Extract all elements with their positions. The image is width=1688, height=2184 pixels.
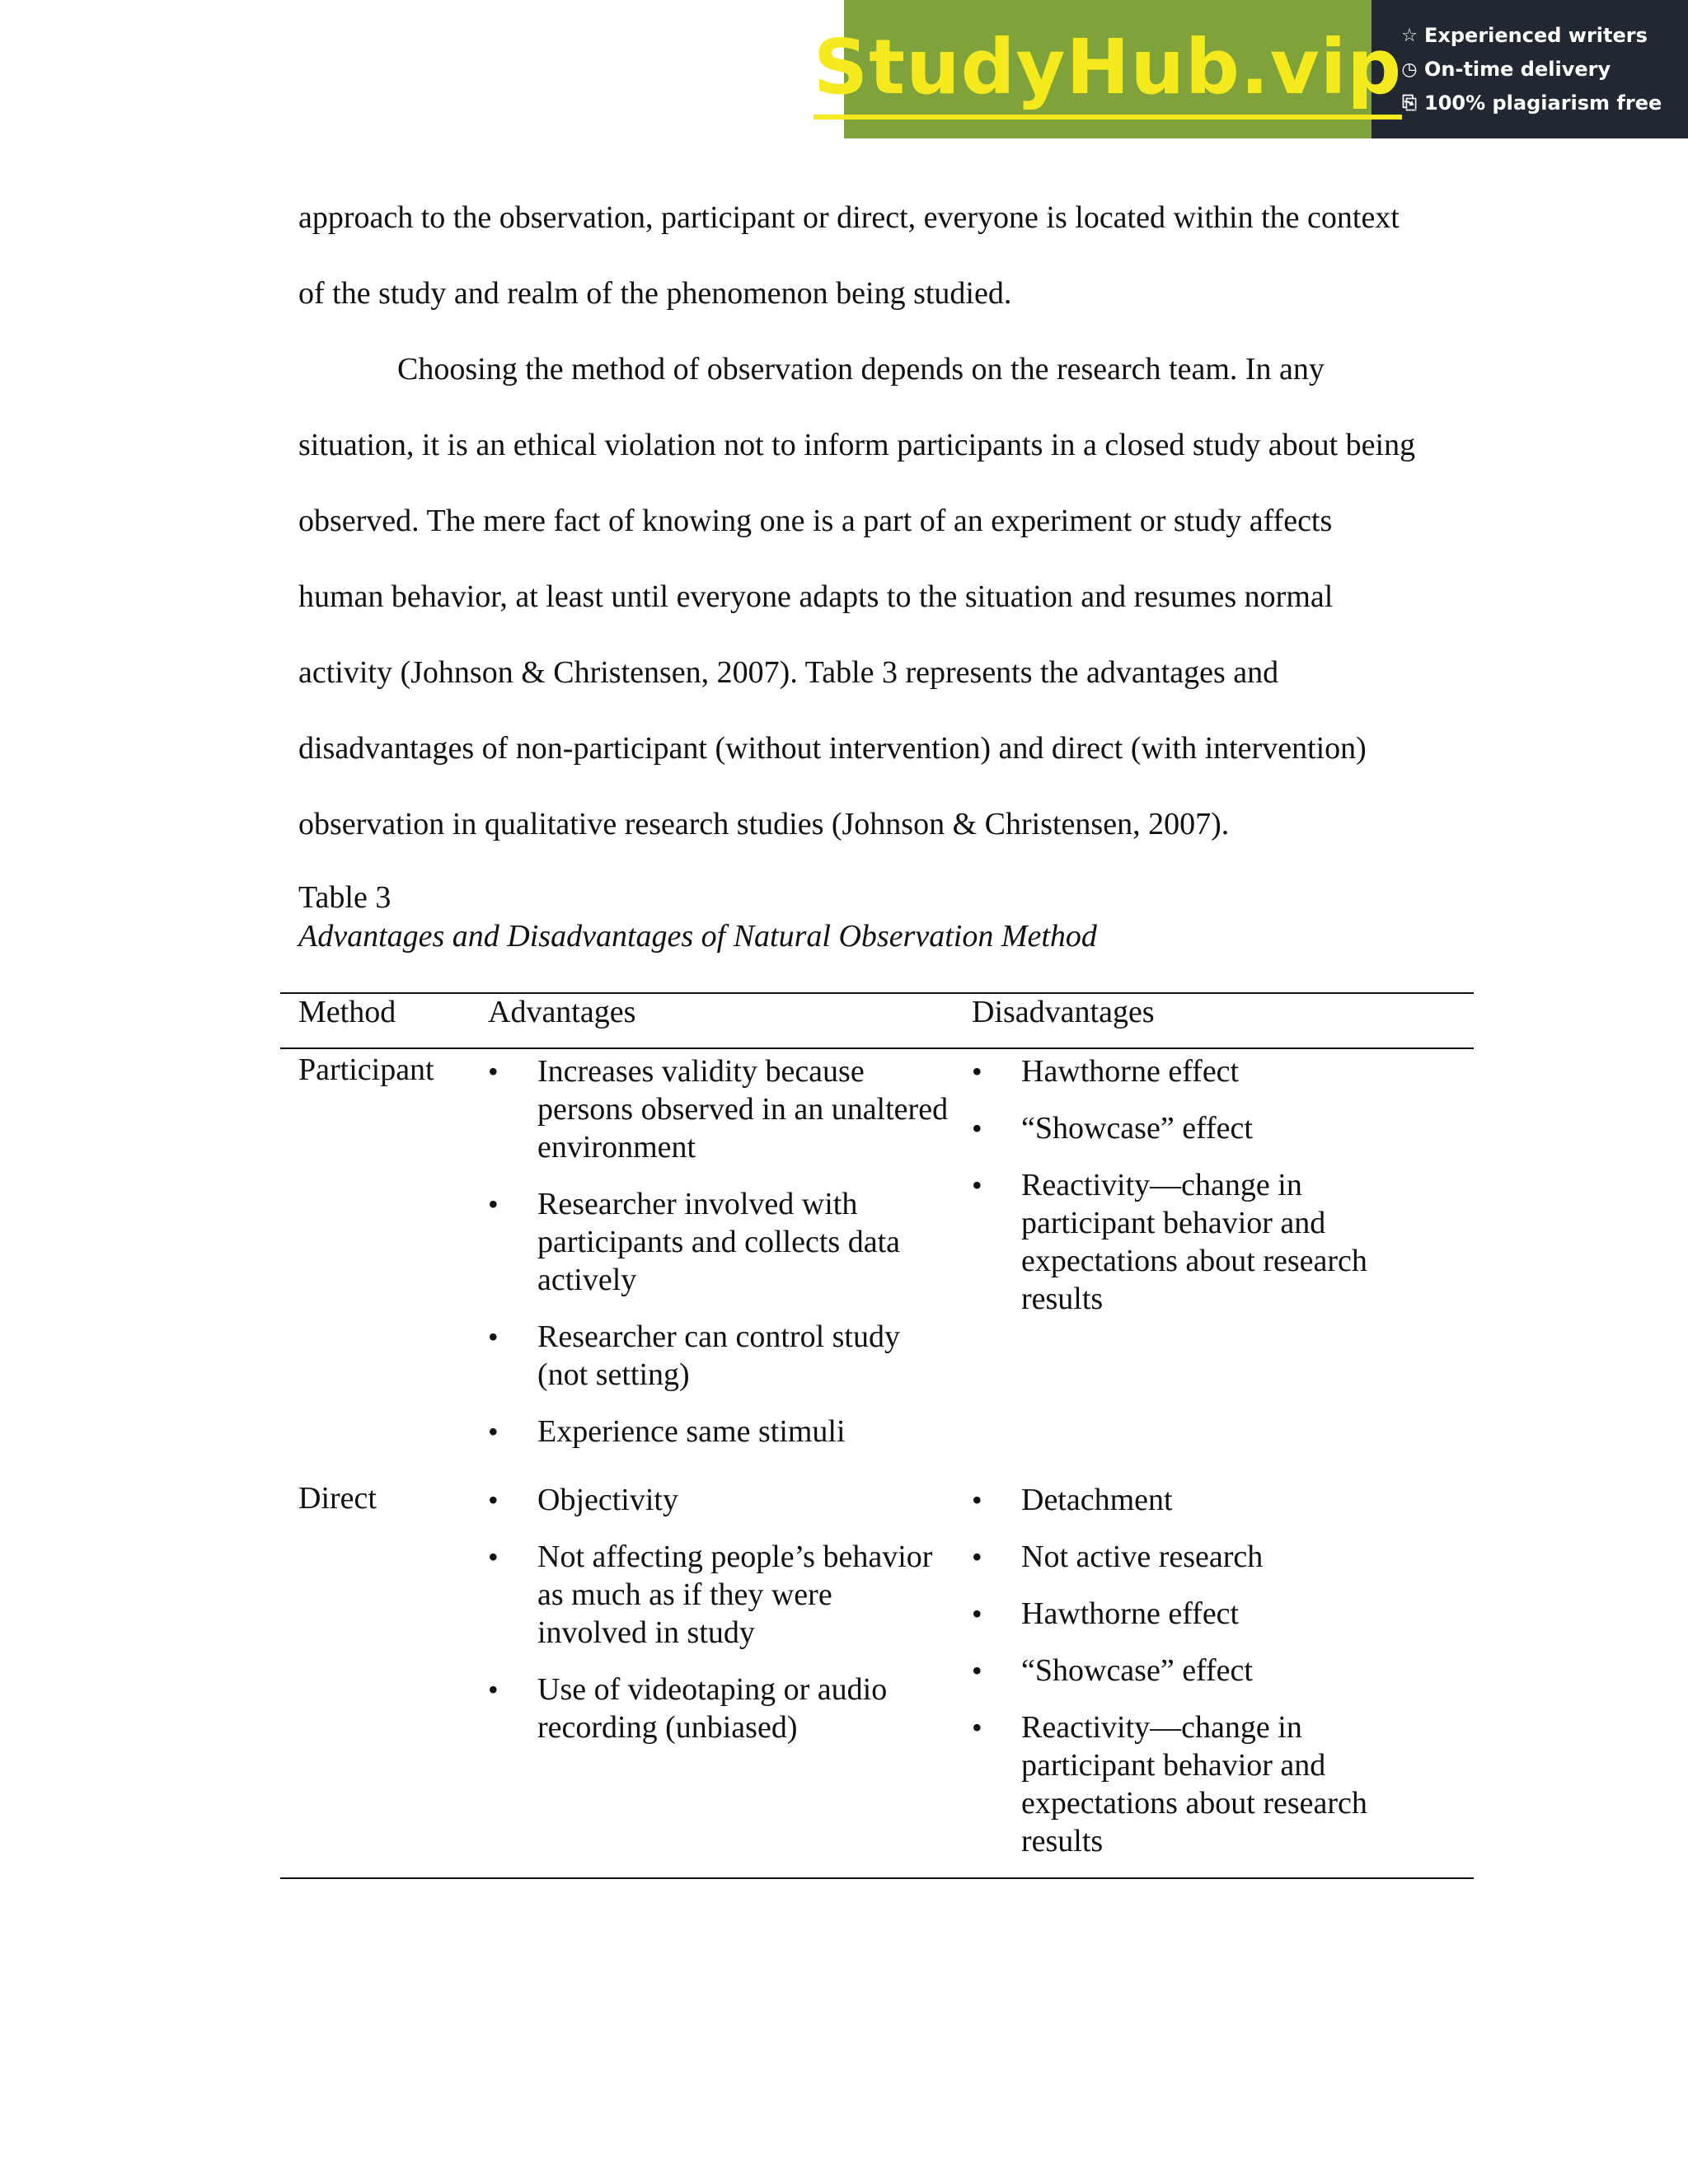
list-item: • Hawthorne effect	[972, 1595, 1417, 1633]
text-line: disadvantages of non-participant (without intervention) and direct (with intervention)	[298, 731, 1367, 766]
list-item: • Not affecting people’s behavior as much as if they were involved in study	[488, 1538, 950, 1652]
participant-disadvantages-list	[972, 1052, 1417, 1337]
text-line: Choosing the method of observation depends on the research team. In any	[397, 352, 1325, 387]
document-check-icon: ⎘	[1402, 92, 1417, 114]
list-item: • Researcher can control study (not setting)	[488, 1318, 950, 1394]
list-item: • Not active research	[972, 1538, 1417, 1576]
table-bottom-rule	[280, 1877, 1474, 1879]
text-line: situation, it is an ethical violation not to inform participants in a closed study about being	[298, 428, 1416, 462]
text-line: observation in qualitative research studies (Johnson & Christensen, 2007).	[298, 807, 1230, 841]
table-caption: Advantages and Disadvantages of Natural Observation Method	[298, 919, 1097, 954]
feature-plagiarism-free	[1400, 87, 1688, 120]
table-label: Table 3	[298, 880, 392, 915]
table-top-rule	[280, 992, 1474, 994]
feature-experienced-writers	[1400, 19, 1688, 53]
text-line: approach to the observation, participant or direct, everyone is located within the context	[298, 200, 1400, 235]
text-line: of the study and realm of the phenomenon being studied.	[298, 276, 1012, 311]
studyhub-banner[interactable]	[813, 0, 1688, 138]
column-header-advantages: Advantages	[488, 995, 636, 1029]
studyhub-logo: StudyHub.vip	[814, 23, 1402, 116]
feature-label: Experienced writers	[1424, 23, 1648, 47]
feature-label: 100% plagiarism free	[1424, 91, 1662, 115]
paragraph-continuation	[298, 180, 1485, 331]
participant-advantages-list	[488, 1052, 950, 1469]
star-icon: ☆	[1401, 25, 1418, 46]
list-item: • “Showcase” effect	[972, 1109, 1417, 1147]
direct-advantages-list	[488, 1481, 950, 1765]
list-item: • Reactivity—change in participant behavior and expectations about research results	[972, 1708, 1417, 1860]
feature-label: On-time delivery	[1424, 57, 1611, 81]
table-header-rule	[280, 1047, 1474, 1049]
feature-on-time-delivery	[1400, 53, 1688, 87]
banner-logo-panel	[813, 0, 1403, 138]
list-item: • Objectivity	[488, 1481, 950, 1519]
list-item: • Researcher involved with participants and collects data actively	[488, 1185, 950, 1299]
paragraph-observation-method	[298, 331, 1485, 862]
list-item: • Reactivity—change in participant behavior and expectations about research results	[972, 1166, 1417, 1318]
list-item: • Hawthorne effect	[972, 1052, 1417, 1090]
list-item: • “Showcase” effect	[972, 1652, 1417, 1690]
text-line: activity (Johnson & Christensen, 2007). Table 3 represents the advantages and	[298, 655, 1279, 690]
list-item: • Use of videotaping or audio recording (unbiased)	[488, 1671, 950, 1746]
list-item: • Experience same stimuli	[488, 1413, 950, 1451]
direct-disadvantages-list	[972, 1481, 1417, 1879]
clock-icon: ◷	[1401, 59, 1418, 80]
text-line: human behavior, at least until everyone adapts to the situation and resumes normal	[298, 579, 1334, 614]
column-header-disadvantages: Disadvantages	[972, 995, 1155, 1029]
method-participant: Participant	[298, 1052, 434, 1087]
method-direct: Direct	[298, 1481, 377, 1516]
text-line: observed. The mere fact of knowing one is a part of an experiment or study affects	[298, 504, 1333, 538]
list-item: • Increases validity because persons observed in an unaltered environment	[488, 1052, 950, 1166]
column-header-method: Method	[298, 995, 396, 1029]
banner-features-panel	[1372, 0, 1688, 138]
list-item: • Detachment	[972, 1481, 1417, 1519]
